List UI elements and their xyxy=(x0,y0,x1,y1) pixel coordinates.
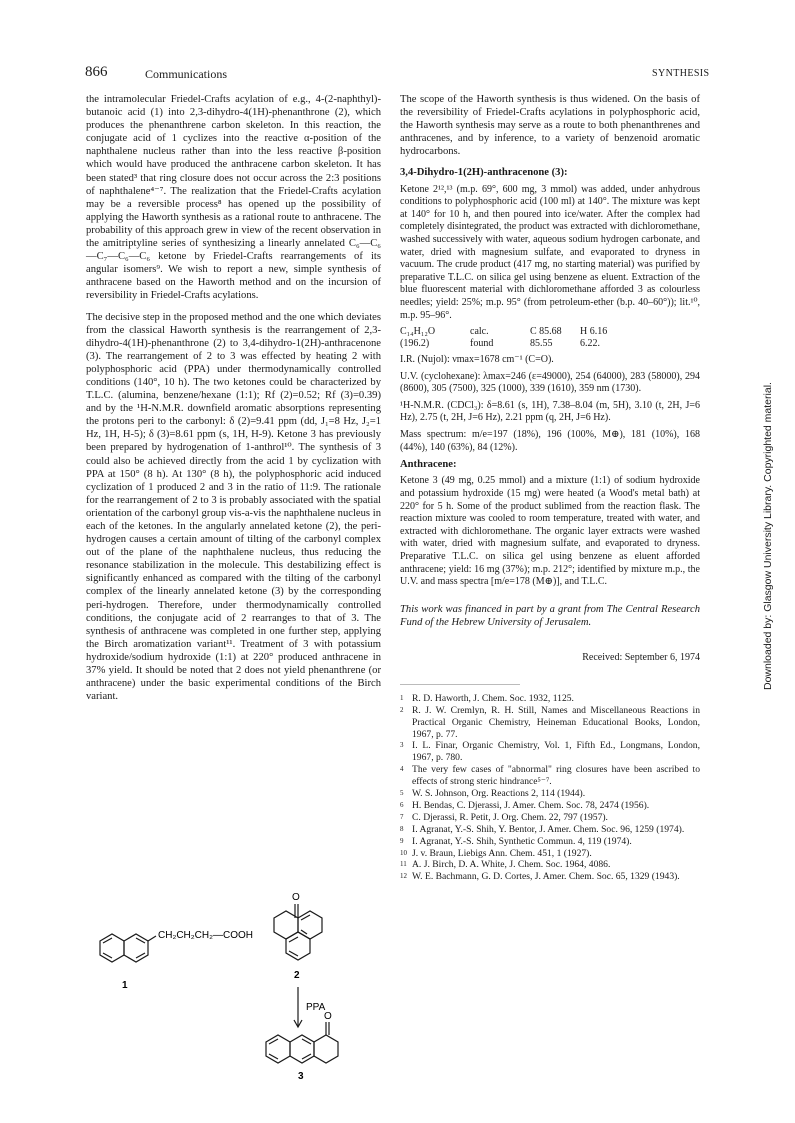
reference-item xyxy=(400,705,700,741)
reference-text: The very few cases of "abnormal" ring closures have been ascribed to effects of strong steric hindrance⁵⁻⁷. xyxy=(412,764,700,788)
analysis-formula: C₁₄H₁₂O xyxy=(400,326,436,338)
reference-item xyxy=(400,740,700,764)
compound-2-oxygen: O xyxy=(292,892,300,903)
reagent-label: PPA xyxy=(306,1002,326,1013)
compound-3-anthracenone xyxy=(266,1022,338,1063)
reference-number: 7 xyxy=(400,812,404,821)
left-column xyxy=(86,93,381,711)
reference-item xyxy=(400,848,700,860)
right-column xyxy=(400,93,700,883)
reaction-scheme xyxy=(86,862,386,1082)
reference-text: H. Bendas, C. Djerassi, J. Amer. Chem. Soc. 78, 2474 (1956). xyxy=(412,799,650,811)
reference-text: R. D. Haworth, J. Chem. Soc. 1932, 1125. xyxy=(412,692,574,704)
elemental-analysis xyxy=(400,326,700,350)
experimental-body-ketone: Ketone 2¹²,¹³ (m.p. 69°, 600 mg, 3 mmol) was added, under anhydrous conditions to polyphosphoric acid (100 ml) at 140°. The mixture was kept at 140° for 10 h, and then poured into ice/water. After the complex had completely disintegrated, the product was extracted with dichloromethane, washed successively with water, aqueous sodium hydrogen carbonate, and water, dried with magnesium sulfate, and evaporated to dryness in vacuum. The crude product (417 mg, no starting material) was purified by preparative T.L.C. on silica gel using benzene as eluent. Extraction of the blue fluorescent material with dichloromethane afforded 3 as colourless needles; yield: 25%; m.p. 95° (from petroleum-ether (b.p. 40–60°)); lit.¹⁰, m.p. 95–96°. xyxy=(400,183,700,321)
reference-text: A. J. Birch, D. A. White, J. Chem. Soc. 1964, 4086. xyxy=(412,859,611,871)
reference-text: R. J. W. Cremlyn, R. H. Still, Names and Miscellaneous Reactions in Practical Organic Chemistry, Heineman Educational Books, London, 1967, p. 77. xyxy=(412,704,700,740)
reference-number: 3 xyxy=(400,741,404,750)
reference-text: J. v. Braun, Liebigs Ann. Chem. 451, 1 (1927). xyxy=(412,847,592,859)
reference-item xyxy=(400,693,700,705)
analysis-h-calc: H 6.16 xyxy=(580,326,608,338)
experimental-title-ketone: 3,4-Dihydro-1(2H)-anthracenone (3): xyxy=(400,167,568,179)
analysis-calc-label: calc. xyxy=(470,326,489,338)
right-paragraph-1: The scope of the Haworth synthesis is thus widened. On the basis of the reversibility of Friedel-Crafts acylations in polyphosphoric acid, the Haworth synthesis may serve as a route to both phenanthrenes and anthracenes, and by inference, to a variety of benzenoid aromatic hydrocarbons. xyxy=(400,94,700,158)
reference-text: I. L. Finar, Organic Chemistry, Vol. 1, Fifth Ed., Longmans, London, 1967, p. 780. xyxy=(412,740,700,764)
compound-1-chain: CH₂CH₂CH₂—COOH xyxy=(158,930,253,941)
ir-data: I.R. (Nujol): νmax=1678 cm⁻¹ (C=O). xyxy=(400,354,554,366)
left-paragraph-1: the intramolecular Friedel-Crafts acylation of e.g., 4-(2-naphthyl)-butanoic acid (1) into 2,3-dihydro-4(1H)-phenanthrone (2), which produces the phenanthrene carbon skeleton. In this reaction, the conjugate acid of 1 cyclizes into the reactive α-position of the naphthalene nucleus rather than into the less reactive β-position which would have produced the anthracene carbon skeleton. It has been stated³ that ring closure does not occur across the 2:3 positions of naphthalene⁴⁻⁷. The realization that the Friedel-Crafts acylation may be a reversible process⁸ has opened up the possibility of applying the Haworth synthesis as a rational route to anthracene. The probability of this approach grew in view of the recent observation in the amitriptyline series of synthesizing a linearly annelated C₆—C₆—C₇—C₆—C₆ ketone by Friedel-Crafts rearrangements of its angular isomers⁹. We wish to report a new, simple synthesis of anthracene based on the Haworth method and on the incursion of reversibility in Friedel-Crafts acylations. xyxy=(86,94,381,302)
reference-item xyxy=(400,836,700,848)
reference-item xyxy=(400,859,700,871)
reference-text: W. E. Bachmann, G. D. Cortes, J. Amer. Chem. Soc. 65, 1329 (1943). xyxy=(412,871,680,883)
compound-3-oxygen: O xyxy=(324,1011,332,1022)
reference-text: C. Djerassi, R. Petit, J. Org. Chem. 22, 797 (1957). xyxy=(412,811,608,823)
reference-text: I. Agranat, Y.-S. Shih, Y. Bentor, J. Amer. Chem. Soc. 96, 1259 (1974). xyxy=(412,823,685,835)
section-title: Communications xyxy=(145,67,227,81)
reference-item xyxy=(400,871,700,883)
received-date: Received: September 6, 1974 xyxy=(582,651,700,663)
reference-number: 8 xyxy=(400,824,404,833)
compound-1-label: 1 xyxy=(122,980,128,991)
analysis-found-label: found xyxy=(470,338,494,350)
mass-spectrum-data: Mass spectrum: m/e=197 (18%), 196 (100%, M⊕), 181 (10%), 168 (44%), 140 (63%), 84 (12%). xyxy=(400,429,700,453)
reference-text: W. S. Johnson, Org. Reactions 2, 114 (1944). xyxy=(412,788,586,800)
compound-2-label: 2 xyxy=(294,970,300,981)
reference-item xyxy=(400,788,700,800)
reference-number: 1 xyxy=(400,693,404,702)
reference-number: 9 xyxy=(400,836,404,845)
analysis-c-calc: C 85.68 xyxy=(530,326,562,338)
reference-number: 12 xyxy=(400,872,407,881)
experimental-body-anthracene: Ketone 3 (49 mg, 0.25 mmol) and a mixture (1:1) of sodium hydroxide and potassium hydroxide (15 mg) were heated (a Wood's metal bath) at 220° for 5 h. Some of the product sublimed from the reaction flask. The reaction mixture was cooled to room temperature, treated with water, and extracted with dichloromethane. The organic layer extracts were washed with water, dried with magnesium sulfate, and evaporated to dryness. Preparative T.L.C. on silica gel using benzene as eluent afforded anthracene; yield: 16 mg (37%); m.p. 212°; identified by mixture m.p., the U.V. and mass spectra [m/e=178 (M⊕)], and T.L.C. xyxy=(400,475,700,588)
compound-1-naphthalene xyxy=(100,934,156,962)
analysis-mw: (196.2) xyxy=(400,338,430,350)
reference-item xyxy=(400,764,700,788)
left-paragraph-2: The decisive step in the proposed method and the one which deviates from the classical Haworth synthesis is the rearrangement of 2,3-dihydro-4(1H)-phenanthrone (2) to 3,4-dihydro-1(2H)-anthracenone (3). The rearrangement of 2 to 3 was effected by heating 2 with polyphosphoric acid (PPA) under thermodynamically controlled conditions (140°, 10 h). The two ketones could be characterized by T.L.C. (alumina, benzene/hexane (1:1); Rf (2)=0.52; Rf (3)=0.39) and by the ¹H-N.M.R. downfield aromatic absorptions representing the protons peri to the carbonyl: δ (2)=9.41 ppm (dd, J₁=8 Hz, J₂=1 Hz, 1H, H-5); δ (3)=8.61 ppm (s, 1H, H-9). Ketone 3 has previously been prepared by hydrogenation of 1-anthrol¹⁰. The synthesis of 3 could also be achieved directly from the acid 1 by cyclization with PPA at 150° (8 h). At 130° (8 h), the polyphosphoric acid induced cyclization of 1 produced 2 and 3 in the ratio of 11:9. The rationale for the rearrangement of 2 to 3 is probably associated with the spatial orientation of the carbonyl group vis-a-vis the naphthalene nucleus in each of the ketones. In the angularly annelated ketone (2), the peri-hydrogen causes a certain amount of tilting of the carbonyl complex out of the plane of the naphthalene nucleus, thus reducing the resonance stabilization in the molecule. This destabilizing effect is significantly enhanced as compared with the tilting of the carbonyl complex of the linearly annelated ketone (3) by the corresponding peri-hydrogen. Therefore, under thermodynamically controlled conditions, the conjugate acid of 2 rearranges to that of 3. The synthesis of anthracene was completed in one further step, applying the Birch aromatization variant¹¹. Treatment of 3 with potassium hydroxide/sodium hydroxide (1:1) at 220° produced anthracene in 37% yield. It should be noted that 2 does not yield phenanthrene (or anthracene) under the basic experimental conditions of the Birch variant. xyxy=(86,311,381,703)
download-watermark-text: Downloaded by: Glasgow University Library. Copyrighted material. xyxy=(762,382,774,690)
reference-number: 2 xyxy=(400,705,404,714)
references-divider xyxy=(400,684,520,693)
reference-number: 4 xyxy=(400,765,404,774)
reference-number: 6 xyxy=(400,800,404,809)
compound-3-label: 3 xyxy=(298,1071,304,1082)
analysis-c-found: 85.55 xyxy=(530,338,553,350)
page-number: 866 xyxy=(85,64,108,80)
journal-name: SYNTHESIS xyxy=(652,68,710,79)
reference-item xyxy=(400,812,700,824)
nmr-data: ¹H-N.M.R. (CDCl₃): δ=8.61 (s, 1H), 7.38–8.04 (m, 5H), 3.10 (t, 2H, J=6 Hz), 2.75 (t, 2H, J=6 Hz), 2.21 ppm (q, 2H, J=6 Hz). xyxy=(400,399,700,424)
references-list xyxy=(400,693,700,884)
reference-number: 11 xyxy=(400,860,407,869)
reference-number: 5 xyxy=(400,789,404,798)
uv-data: U.V. (cyclohexane): λmax=246 (ε=49000), 254 (64000), 283 (58000), 294 (8600), 305 (7500), 325 (1000), 339 (1610), 359 nm (1730). xyxy=(400,370,700,395)
reference-item xyxy=(400,800,700,812)
reference-text: I. Agranat, Y.-S. Shih, Synthetic Commun. 4, 119 (1974). xyxy=(412,835,632,847)
experimental-title-anthracene: Anthracene: xyxy=(400,459,457,471)
reference-item xyxy=(400,824,700,836)
funding-acknowledgement: This work was financed in part by a grant from The Central Research Fund of the Hebrew University of Jerusalem. xyxy=(400,603,700,628)
analysis-h-found: 6.22. xyxy=(580,338,600,350)
reference-number: 10 xyxy=(400,848,407,857)
download-watermark xyxy=(749,230,774,690)
compound-2-phenanthrone xyxy=(274,904,334,960)
